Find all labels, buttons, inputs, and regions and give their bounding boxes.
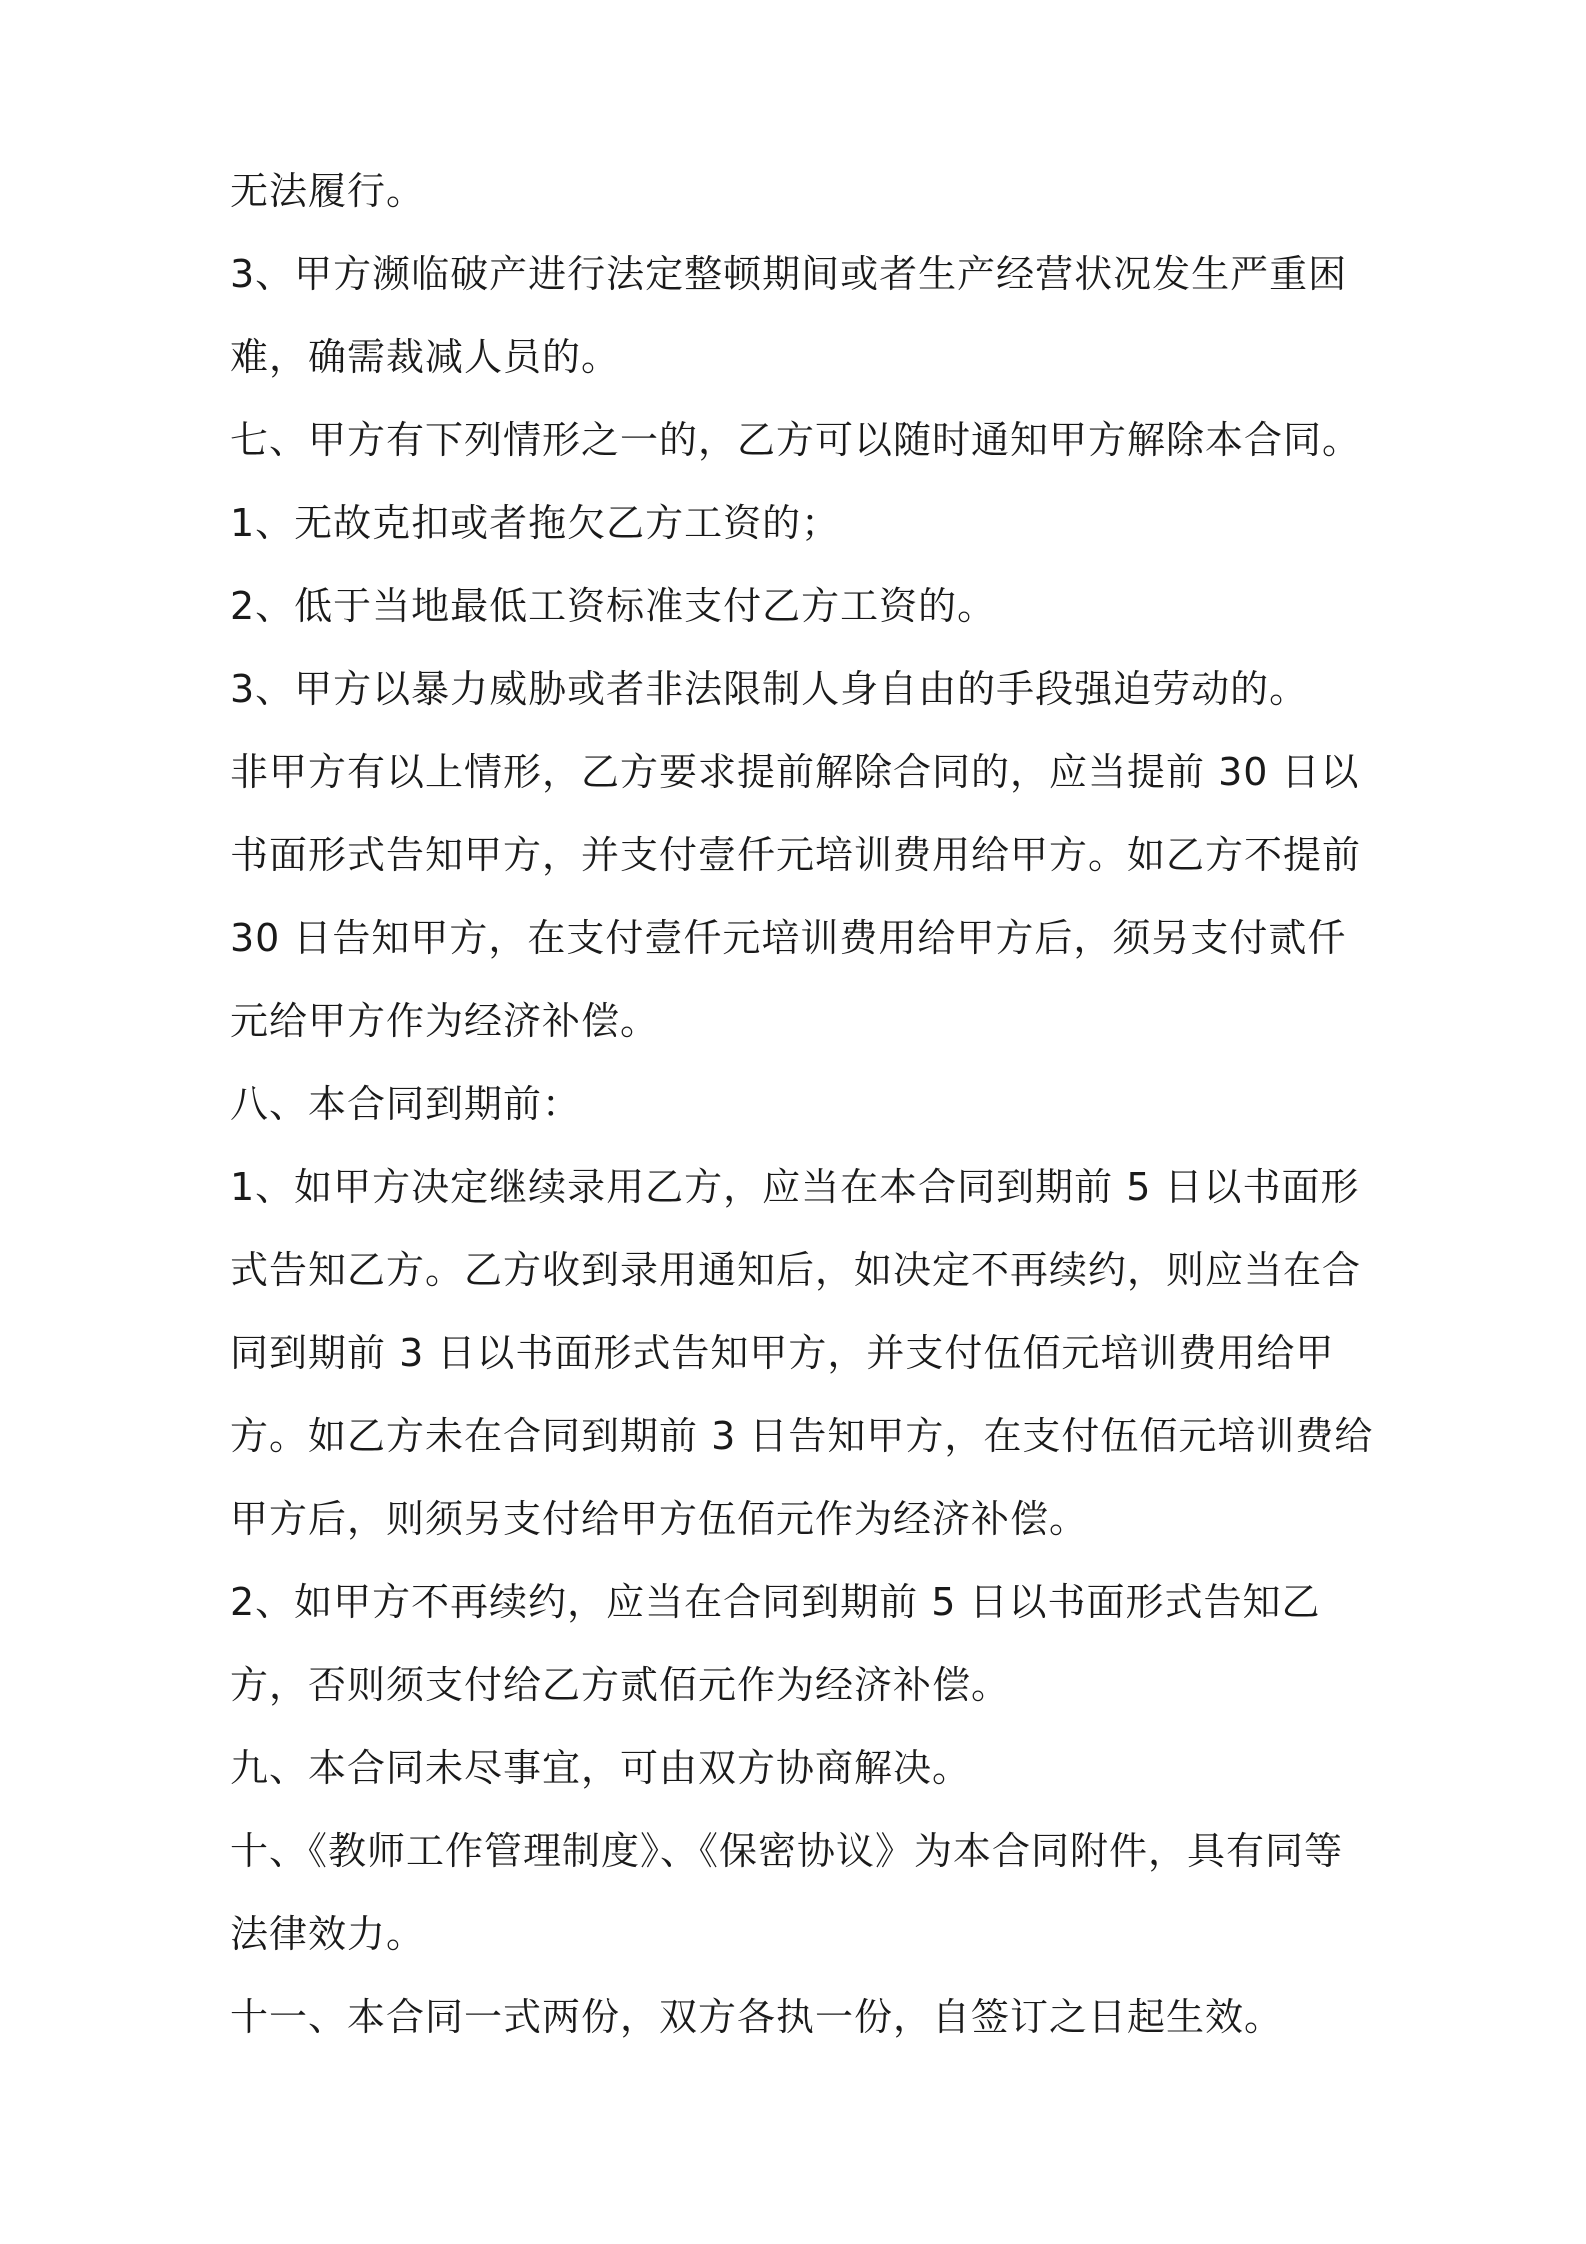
paragraph-clause-11: 十一、本合同一式两份，双方各执一份，自签订之日起生效。 bbox=[230, 1995, 1284, 2039]
paragraph-early-termination: 非甲方有以上情形，乙方要求提前解除合同的，应当提前 30 日以书面形式告知甲方，并支付壹仟元培训费用给甲方。如乙方不提前 30 日告知甲方，在支付壹仟元培训费用给甲方后，须另支付贰仟元给甲方作为经济补偿。 bbox=[230, 750, 1362, 1043]
paragraph-clause-7-1: 1、无故克扣或者拖欠乙方工资的； bbox=[230, 501, 841, 545]
paragraph-clause-10: 十、《教师工作管理制度》、《保密协议》为本合同附件，具有同等法律效力。 bbox=[230, 1829, 1344, 1956]
paragraph-clause-7-3: 3、甲方以暴力威胁或者非法限制人身自由的手段强迫劳动的。 bbox=[230, 667, 1309, 711]
paragraph-clause-7: 七、甲方有下列情形之一的，乙方可以随时通知甲方解除本合同。 bbox=[230, 418, 1362, 462]
document-body bbox=[230, 150, 1380, 2059]
paragraph-clause-8-1: 1、如甲方决定继续录用乙方，应当在本合同到期前 5 日以书面形式告知乙方。乙方收到录用通知后，如决定不再续约，则应当在合同到期前 3 日以书面形式告知甲方，并支付伍佰元培训费用给甲方。如乙方未在合同到期前 3 日告知甲方，在支付伍佰元培训费给甲方后，则须另支付给甲方伍佰元作为经济补偿。 bbox=[230, 1165, 1374, 1541]
paragraph-clause-8: 八、本合同到期前： bbox=[230, 1082, 582, 1126]
paragraph-clause-6-3: 3、甲方濒临破产进行法定整顿期间或者生产经营状况发生严重困难，确需裁减人员的。 bbox=[230, 252, 1348, 379]
paragraph-clause-8-2: 2、如甲方不再续约，应当在合同到期前 5 日以书面形式告知乙方，否则须支付给乙方贰佰元作为经济补偿。 bbox=[230, 1580, 1321, 1707]
paragraph-continuation: 无法履行。 bbox=[230, 169, 426, 213]
paragraph-clause-7-2: 2、低于当地最低工资标准支付乙方工资的。 bbox=[230, 584, 997, 628]
paragraph-clause-9: 九、本合同未尽事宜，可由双方协商解决。 bbox=[230, 1746, 972, 1790]
